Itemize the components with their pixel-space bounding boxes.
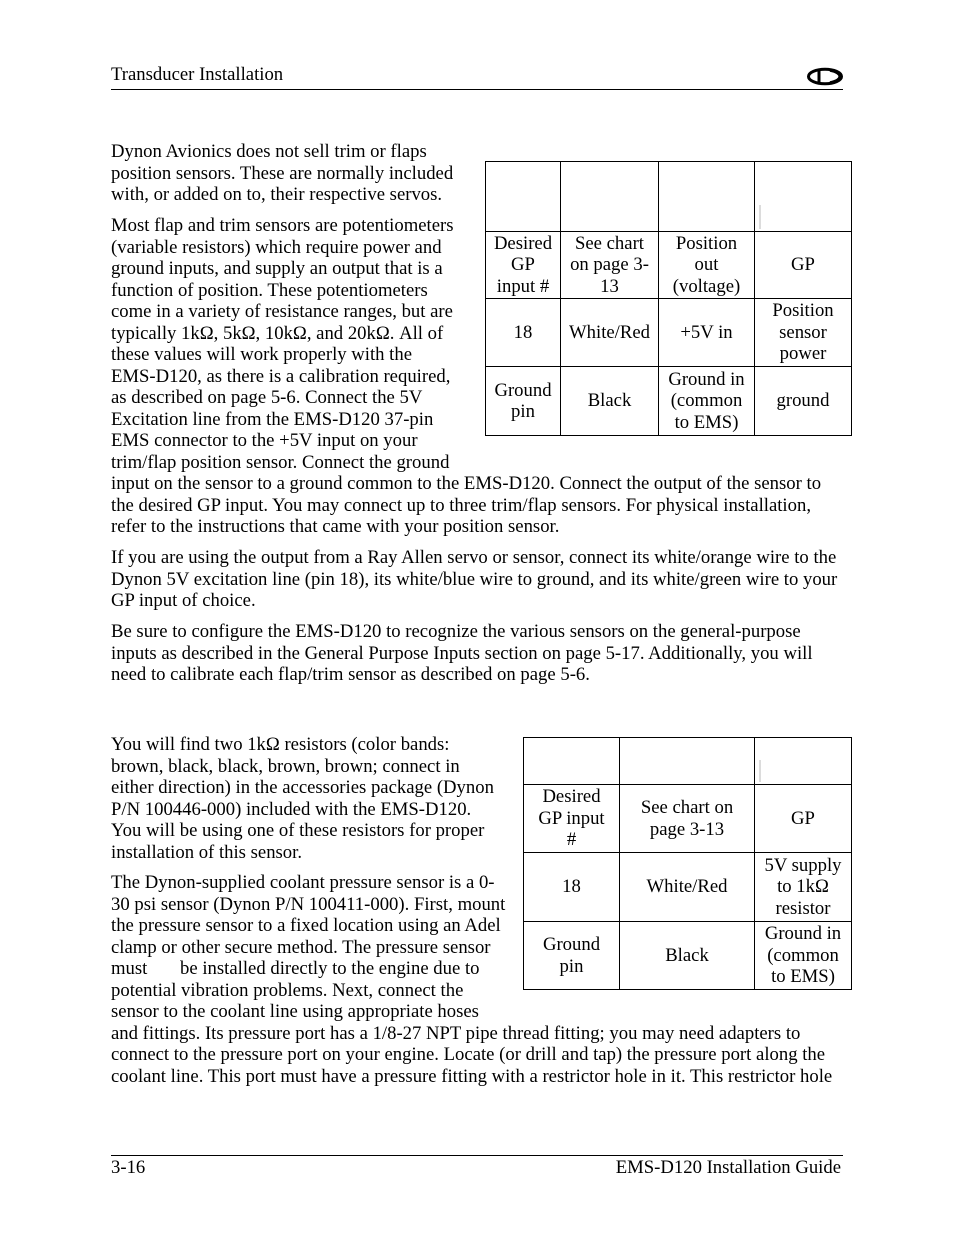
table-cell	[524, 785, 620, 853]
text-line: White/Red	[646, 876, 728, 898]
text-line: (variable resistors) which require power and	[111, 236, 442, 258]
table-row	[486, 367, 852, 436]
table-cell	[659, 232, 755, 299]
text-line: page 3-13	[649, 818, 725, 840]
text-line: Excitation line from the EMS-D120 37-pin	[111, 408, 434, 430]
text-line: 18	[562, 876, 581, 898]
text-line: out	[694, 254, 719, 276]
text-line: Position	[675, 232, 738, 254]
table-header-mark	[759, 205, 761, 229]
text-line: sensor to the coolant line using appropriate hoses	[111, 1001, 479, 1022]
table-cell	[561, 367, 659, 436]
text-line: Dynon Avionics does not sell trim or flaps	[111, 141, 427, 162]
table-cell	[620, 785, 755, 853]
text-line: refer to the instructions that came with your position sensor.	[111, 516, 560, 537]
text-line: trim/flap position sensor. Connect the ground	[111, 451, 450, 473]
table-header-mark	[759, 760, 761, 782]
table-header-row	[486, 162, 852, 232]
text-line: #	[566, 829, 577, 851]
text-line: Ground in	[668, 368, 745, 390]
text-line: EMS-D120, as there is a calibration required,	[111, 365, 451, 387]
text-line: power	[779, 343, 827, 365]
text-line: P/N 100446-000) included with the EMS-D120.	[111, 798, 472, 820]
text-line: position sensors. These are normally included	[111, 162, 454, 184]
text-line: brown, black, black, brown, brown; connect in	[111, 755, 460, 777]
table-header-cell	[561, 162, 659, 232]
text-line: 13	[600, 275, 619, 297]
text-line: must be installed directly to the engine due to	[111, 958, 480, 979]
text-line: installation of this sensor.	[111, 841, 303, 863]
wiring-table-coolant-pressure	[523, 737, 852, 990]
text-line: to EMS)	[771, 966, 835, 988]
table-cell	[659, 367, 755, 436]
text-line: See chart on	[640, 797, 734, 818]
table-row	[486, 232, 852, 299]
header-rule	[111, 89, 843, 90]
text-line: ground inputs, and supply an output that is a	[111, 258, 443, 279]
text-line: coolant line. This port must have a pressure fitting with a restrictor hole in it. This restrictor hole	[111, 1065, 833, 1087]
text-line: and fittings. Its pressure port has a 1/8-27 NPT pipe thread fitting; you may need adapters to	[111, 1022, 801, 1044]
text-line: GP input	[538, 807, 605, 829]
text-line: resistor	[775, 897, 831, 919]
table-row	[524, 785, 852, 853]
paragraph-trim-sensors-intro	[111, 141, 453, 206]
text-line: (common	[767, 944, 839, 966]
text-line: to 1kΩ	[777, 876, 829, 898]
table-cell	[524, 853, 620, 922]
running-header-title: Transducer Installation	[111, 64, 284, 85]
text-line: potential vibration problems. Next, connect the	[111, 979, 464, 1001]
table-row	[524, 853, 852, 922]
text-line: pin	[559, 955, 584, 977]
text-line: +5V in	[680, 321, 733, 343]
table-header-cell	[524, 738, 620, 785]
text-line: with, or added on to, their respective servos.	[111, 184, 443, 205]
text-line: function of position. These potentiometers	[111, 279, 428, 301]
text-line: pin	[511, 401, 535, 422]
text-line: as described on page 5-6. Connect the 5V	[111, 387, 423, 408]
table-cell	[755, 299, 852, 367]
table-cell	[486, 367, 561, 436]
table-row	[486, 299, 852, 367]
table-cell	[755, 922, 852, 990]
text-line: Most flap and trim sensors are potentiometers	[111, 215, 454, 236]
text-line: Be sure to configure the EMS-D120 to recognize the various sensors on the general-purpose	[111, 621, 801, 642]
text-line: to EMS)	[674, 411, 739, 433]
table-cell	[486, 299, 561, 367]
text-line: either direction) in the accessories package (Dynon	[111, 777, 494, 798]
table-cell	[755, 853, 852, 922]
text-line: White/Red	[569, 321, 650, 343]
text-line: on page 3-	[570, 254, 649, 276]
text-line: need to calibrate each flap/trim sensor as described on page 5-6.	[111, 664, 590, 685]
table-cell	[755, 785, 852, 853]
text-line: Dynon 5V excitation line (pin 18), its white/blue wire to ground, and its white/green wire to your	[111, 568, 838, 590]
text-line: clamp or other secure method. The pressure sensor	[111, 936, 491, 958]
table-header-cell	[659, 162, 755, 232]
text-line: Desired	[493, 232, 553, 254]
table-cell	[620, 922, 755, 990]
page-number: 3-16	[111, 1157, 146, 1178]
text-line: Ground	[494, 379, 552, 401]
dynon-logo-icon	[806, 67, 844, 86]
text-line: You will be using one of these resistors for proper	[111, 820, 485, 841]
text-line: sensor	[779, 321, 827, 343]
table-cell	[755, 367, 852, 436]
text-line: Black	[665, 944, 709, 966]
text-line: Black	[587, 390, 632, 412]
text-line: 30 psi sensor (Dynon P/N 100411-000). First, mount	[111, 893, 506, 915]
text-line: EMS connector to the +5V input on your	[111, 430, 418, 451]
text-line: GP	[791, 807, 815, 829]
guide-title: EMS-D120 Installation Guide	[615, 1157, 841, 1178]
text-line: the pressure sensor to a fixed location using an Adel	[111, 915, 501, 936]
table-header-cell	[755, 162, 852, 232]
table-cell	[659, 299, 755, 367]
text-line: the desired GP input. You may connect up to three trim/flap sensors. For physical installation,	[111, 494, 811, 516]
text-line: typically 1kΩ, 5kΩ, 10kΩ, and 20kΩ. All of	[111, 322, 444, 344]
table-cell	[561, 232, 659, 299]
text-line: 5V supply	[764, 854, 842, 876]
table-cell	[524, 922, 620, 990]
text-line: Position	[772, 300, 834, 322]
text-line: Ground	[542, 934, 601, 955]
text-line: GP	[791, 254, 815, 276]
text-line: ground	[776, 390, 830, 412]
text-line: GP input of choice.	[111, 590, 256, 611]
text-line: connect to the pressure port on your engine. Locate (or drill and tap) the pressure port along the	[111, 1044, 826, 1065]
text-line: 18	[513, 321, 533, 343]
text-line: Ground in	[764, 923, 842, 945]
table-header-cell	[755, 738, 852, 785]
text-line: Desired	[542, 786, 601, 808]
table-cell	[620, 853, 755, 922]
text-line: input #	[496, 275, 550, 297]
text-line: inputs as described in the General Purpose Inputs section on page 5-17. Additionally, you will	[111, 642, 813, 664]
text-line: GP	[511, 254, 535, 276]
text-line: See chart	[574, 232, 644, 254]
text-line: You will find two 1kΩ resistors (color bands:	[111, 734, 450, 755]
text-line: (voltage)	[672, 275, 741, 297]
footer-rule	[111, 1155, 843, 1156]
text-line: The Dynon-supplied coolant pressure sensor is a 0-	[111, 872, 495, 893]
paragraph-configure	[111, 621, 813, 686]
table-cell	[561, 299, 659, 367]
table-header-cell	[486, 162, 561, 232]
table-header-row	[524, 738, 852, 785]
text-line: these values will work properly with the	[111, 344, 413, 365]
paragraph-resistors	[111, 734, 494, 863]
text-line: come in a variety of resistance ranges, but are	[111, 301, 453, 322]
table-cell	[486, 232, 561, 299]
text-line: (common	[670, 390, 743, 412]
table-cell	[755, 232, 852, 299]
text-line: If you are using the output from a Ray Allen servo or sensor, connect its white/orange wire to the	[111, 547, 837, 568]
paragraph-ray-allen	[111, 547, 837, 612]
table-row	[524, 922, 852, 990]
table-header-cell	[620, 738, 755, 785]
wiring-table-trim-sensor	[485, 161, 852, 436]
text-line: input on the sensor to a ground common to the EMS-D120. Connect the output of the sensor to	[111, 473, 822, 494]
